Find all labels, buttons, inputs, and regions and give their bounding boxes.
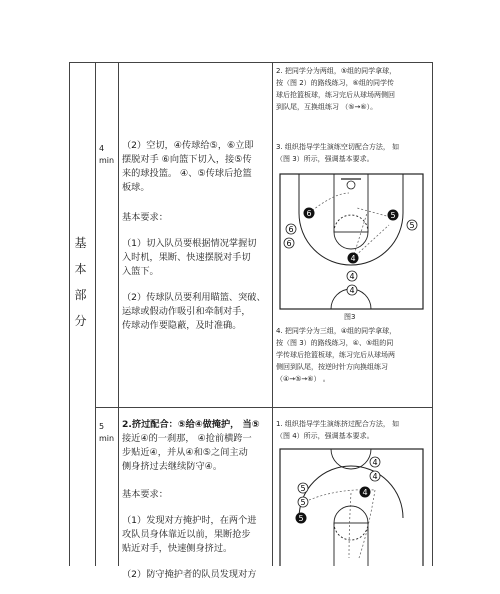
free-throw-circle-dashed: [334, 215, 368, 232]
section-char: 部: [74, 288, 88, 302]
player-label: 4: [362, 488, 368, 497]
row1-method-2: [276, 65, 431, 113]
requirement-2: [122, 291, 272, 333]
row2-method-1: [276, 418, 431, 442]
method-line: 1. 组织指导学生演练挤过配合方法， 如: [276, 420, 400, 428]
drill-line: 侧身挤过去继续防守④。: [122, 461, 223, 472]
row2-drill-description: [122, 418, 272, 594]
section-char: 基: [74, 236, 88, 250]
row1-duration: [99, 143, 114, 167]
req-line: （1）发现对方掩护时，在两个进: [122, 515, 257, 526]
drill-line: （2）空切，④传球给⑤，⑥立即: [122, 140, 254, 151]
movement-path: [359, 490, 375, 558]
method-line: （图 4）所示，强调基本要求。: [276, 432, 374, 440]
table-right-border: [432, 62, 433, 566]
method-line: 按（图 2）的路线练习，⑥组的同学传: [276, 79, 394, 87]
minutes-value: 5: [99, 422, 105, 431]
drill-line: 摆脱对手 ⑥向篮下切入，接⑤传: [122, 154, 252, 165]
method-line: 学传球后抢篮板球，练习完后从球场两: [276, 351, 395, 359]
row1-drill-description: [122, 139, 272, 345]
section-label: [70, 230, 92, 334]
requirement-1: [122, 237, 272, 279]
free-throw-circle: [334, 506, 368, 523]
table-top-border: [69, 62, 433, 63]
req-line: 运球或假动作吸引和牵制对手，: [122, 306, 251, 317]
method-line: 侧回到队尾，按逆时针方向换组练习: [276, 363, 388, 371]
method-line: 2. 把同学分为两组，⑤组的同学拿球，: [276, 67, 397, 75]
drill-line: 步贴近④，并从④和⑤之间主动: [122, 447, 248, 458]
method-line: 球后抢篮板球，练习完后从球场两侧回: [276, 91, 395, 99]
req-line: （2）传球队员要利用瞄篮、突破、: [122, 292, 266, 303]
req-line: （2）防守掩护者的队员发现对方: [122, 569, 257, 580]
paint-area: [334, 523, 368, 566]
player-label: 5: [300, 498, 306, 507]
player-label: 4: [372, 458, 378, 467]
row-divider: [96, 407, 433, 408]
requirement-1: [122, 514, 272, 556]
method-line: 4. 把同学分为三组，④组的同学拿球，: [276, 327, 397, 335]
drill-line: 接近④的一刹那， ④抢前横跨一: [122, 433, 252, 444]
player-label: 5: [298, 514, 304, 523]
req-line: 攻队员身体靠近以前，果断抢步: [122, 529, 251, 540]
section-char: 分: [74, 314, 88, 328]
content-col-divider: [272, 62, 273, 566]
free-throw-circle-dashed: [334, 523, 368, 540]
requirement-2: [122, 568, 272, 582]
drill-line: 板球。: [122, 182, 150, 193]
minutes-unit: min: [99, 156, 115, 165]
player-label: 4: [372, 472, 378, 481]
player-label: 4: [349, 286, 355, 295]
method-line: 按（图 3）的路线练习，④、⑤组的同: [276, 339, 394, 347]
row2-duration: [99, 421, 114, 445]
req-line: 入时机，果断、快速摆脱对手切: [122, 252, 251, 263]
free-throw-circle: [334, 232, 368, 249]
minutes-unit: min: [99, 434, 115, 443]
row1-method-3: [276, 141, 431, 165]
method-line: （图 3）所示，强调基本要求。: [276, 155, 374, 163]
drill-text: [122, 139, 272, 195]
player-label: 6: [306, 209, 312, 218]
method-line: （④→⑤→⑥） 。: [276, 375, 330, 383]
minutes-value: 4: [99, 144, 105, 153]
court-diagram-fig3: [279, 173, 424, 310]
method-line: 3. 组织指导学生演练空切配合方法， 如: [276, 143, 400, 151]
movement-path: [349, 493, 351, 558]
req-line: 入篮下。: [122, 266, 159, 277]
figure-caption: 图3: [344, 313, 356, 321]
player-label: 4: [349, 272, 355, 281]
three-point-line: [299, 466, 403, 518]
player-label: 5: [409, 221, 415, 230]
section-char: 本: [74, 262, 88, 276]
req-line: （1）切入队员要根据情况掌握切: [122, 238, 257, 249]
player-label: 5: [300, 484, 306, 493]
row1-method-4: [276, 325, 431, 385]
minutes-col-divider: [118, 62, 119, 566]
requirements-heading: 基本要求：: [122, 212, 168, 223]
requirements-heading: 基本要求：: [122, 489, 168, 500]
player-label: 5: [390, 211, 396, 220]
paint-area: [334, 174, 368, 232]
drill-text: [122, 418, 272, 474]
court-diagram-fig4: [279, 448, 424, 566]
req-line: 贴近对手，快速侧身挤过。: [122, 543, 233, 554]
req-line: 传球动作要隐蔽，及时准确。: [122, 320, 242, 331]
player-label: 6: [286, 239, 292, 248]
method-line: 到队尾，互换组练习 （⑤→⑥）。: [276, 103, 378, 111]
cut-path: [309, 193, 349, 213]
player-label: 4: [350, 254, 356, 263]
player-label: 6: [288, 225, 294, 234]
hoop: [347, 181, 355, 189]
three-point-line: [299, 174, 403, 265]
drill-line: 来的球投篮。 ④、⑤传球后抢篮: [122, 168, 252, 179]
drill-line: 2.挤过配合：⑤给④做掩护， 当⑤: [122, 419, 260, 430]
section-col-divider: [95, 62, 96, 566]
